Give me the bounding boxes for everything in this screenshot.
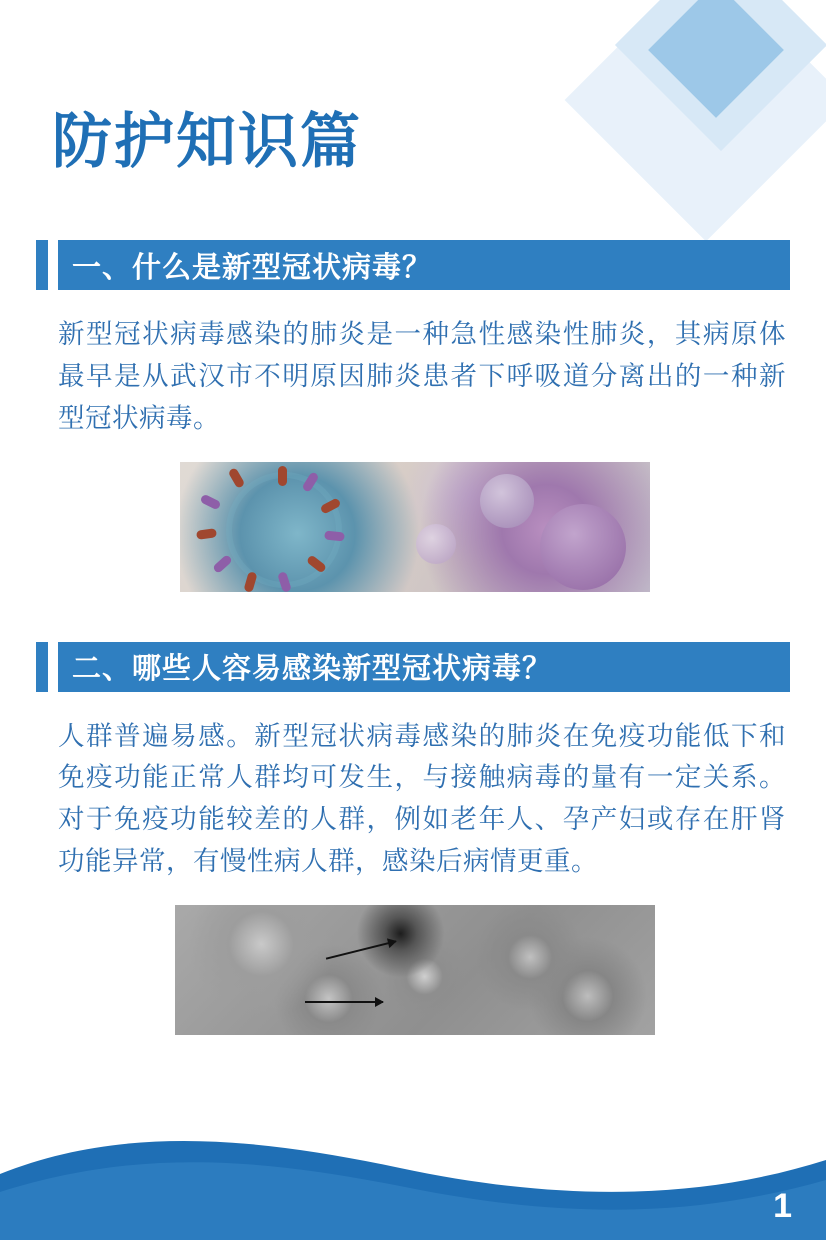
virus-spike-icon <box>324 530 345 541</box>
diamond-shape-inner <box>648 0 784 118</box>
pointer-arrow-icon <box>305 1001 383 1003</box>
decorative-diamonds <box>536 0 826 260</box>
virus-spike-icon <box>243 571 257 592</box>
content-column <box>0 240 826 1035</box>
diamond-shape-middle <box>615 0 826 151</box>
virus-illustration-image <box>180 462 650 592</box>
bottom-wave-decoration <box>0 1130 826 1240</box>
section-marker-bar <box>36 642 48 692</box>
virus-spike-icon <box>278 466 287 486</box>
virus-spike-icon <box>196 528 217 540</box>
virus-particle-blob <box>416 524 456 564</box>
section-marker-bar <box>36 240 48 290</box>
section-1-heading: 一、什么是新型冠状病毒？ <box>58 240 790 290</box>
virus-particle-blob <box>540 504 626 590</box>
wave-shape <box>0 1130 826 1240</box>
diamond-shape-outer <box>565 0 826 241</box>
pointer-arrow-icon <box>326 940 396 959</box>
electron-microscope-image <box>175 905 655 1035</box>
section-2-heading: 二、哪些人容易感染新型冠状病毒？ <box>58 642 790 692</box>
section-1-header <box>36 240 790 290</box>
section-2-header <box>36 642 790 692</box>
section-2-body: 人群普遍易感。新型冠状病毒感染的肺炎在免疫功能低下和免疫功能正常人群均可发生，与接触病毒的量有一定关系。对于免疫功能较差的人群，例如老年人、孕产妇或存在肝肾功能异常，有慢性病人群，感染后病情更重。 <box>58 720 786 877</box>
section-2 <box>0 642 826 1035</box>
virus-spike-icon <box>212 554 233 574</box>
virus-particle-blob <box>480 474 534 528</box>
page-title: 防护知识篇 <box>52 108 362 175</box>
virus-spike-icon <box>200 493 222 510</box>
section-1-body: 新型冠状病毒感染的肺炎是一种急性感染性肺炎，其病原体最早是从武汉市不明原因肺炎患者下呼吸道分离出的一种新型冠状病毒。 <box>58 319 786 433</box>
virus-spike-icon <box>228 467 246 489</box>
page-number: 1 <box>773 1187 792 1225</box>
section-1 <box>0 240 826 592</box>
